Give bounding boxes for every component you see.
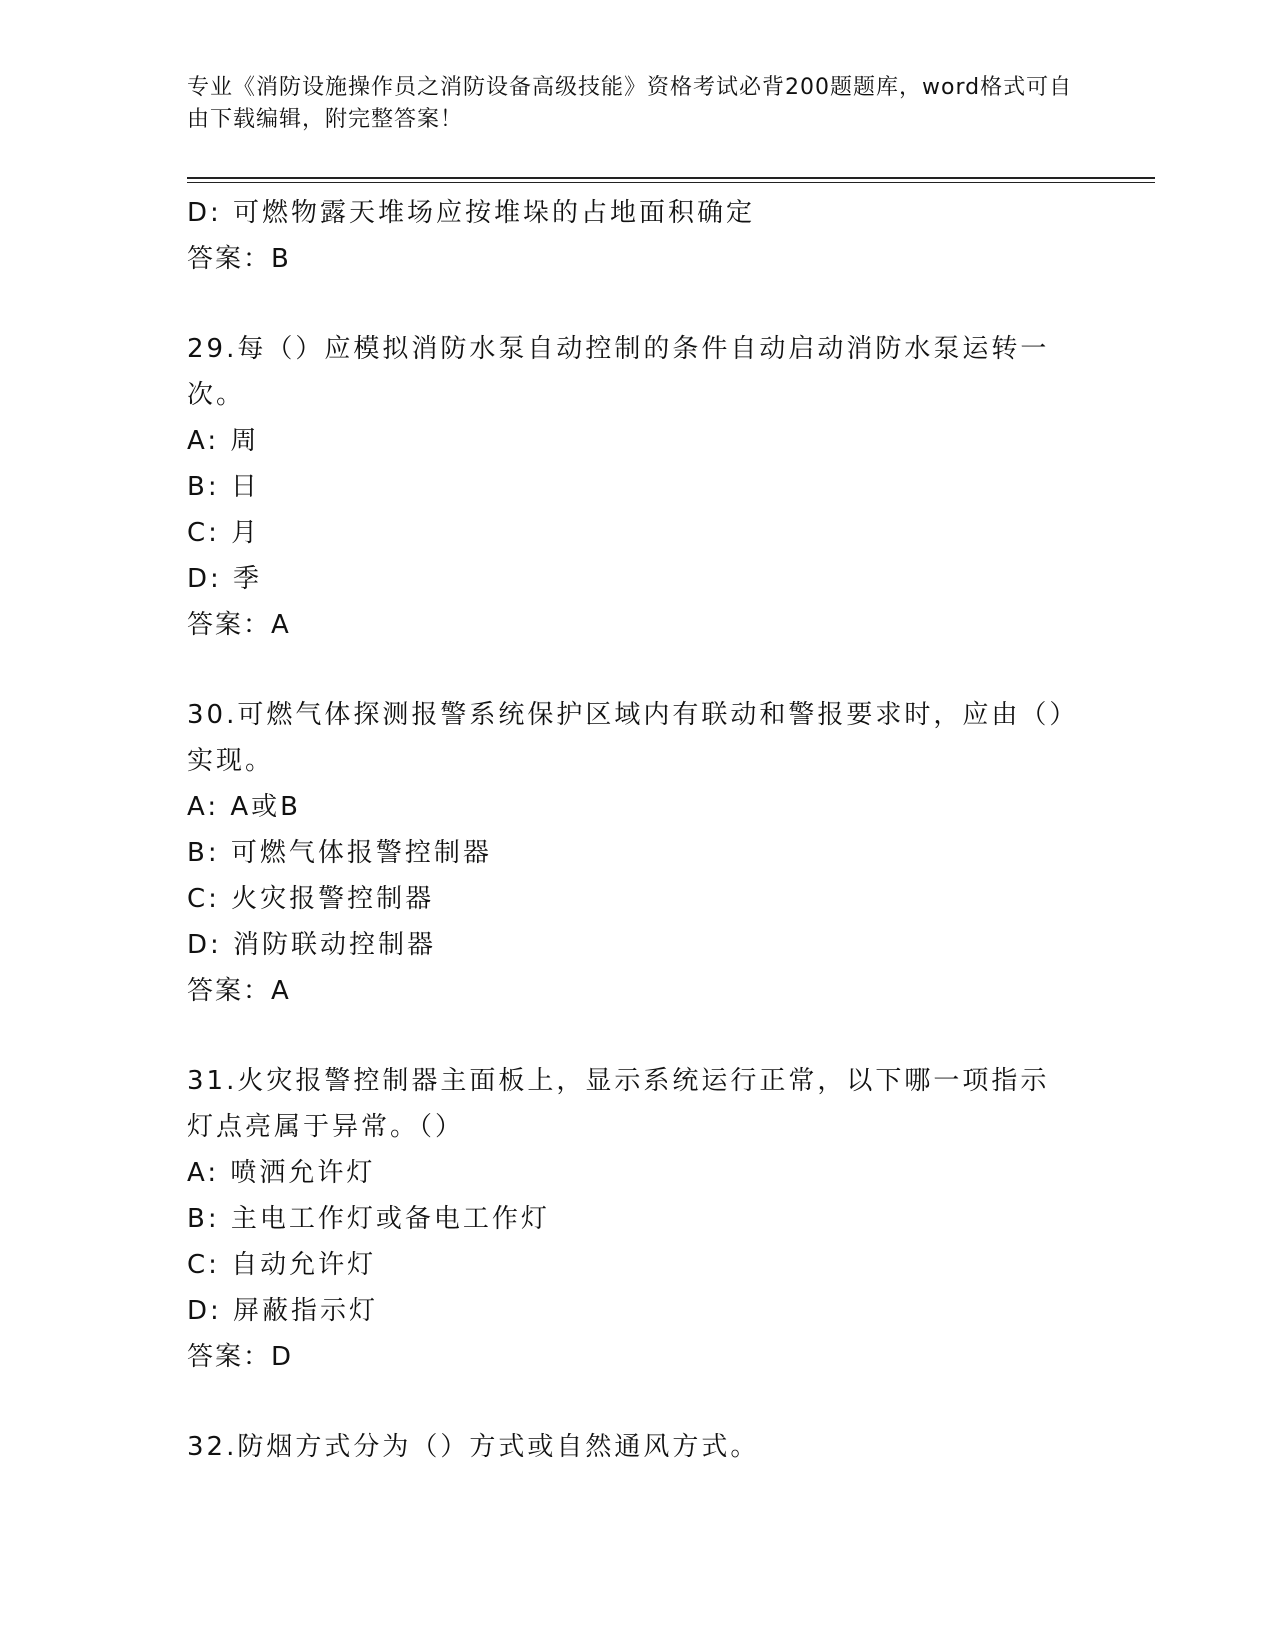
question-29 <box>187 326 1087 648</box>
option-b: B: 可燃气体报警控制器 <box>187 838 492 868</box>
option-c: C: 自动允许灯 <box>187 1250 377 1280</box>
option-c: C: 火灾报警控制器 <box>187 884 435 914</box>
question-30 <box>187 692 1087 1014</box>
option-a: A: 周 <box>187 426 260 456</box>
option-a: A: A或B <box>187 792 301 822</box>
question-31 <box>187 1058 1087 1380</box>
question-text: 32.防烟方式分为（）方式或自然通风方式。 <box>187 1432 760 1462</box>
option-b: B: 主电工作灯或备电工作灯 <box>187 1204 550 1234</box>
document-header: 专业《消防设施操作员之消防设备高级技能》资格考试必背200题题库，word格式可自由下载编辑，附完整答案！ <box>187 75 1073 132</box>
question-content <box>187 190 1087 1470</box>
question-text: 29.每（）应模拟消防水泵自动控制的条件自动启动消防水泵运转一次。 <box>187 334 1050 410</box>
prev-option-d: D: 可燃物露天堆场应按堆垛的占地面积确定 <box>187 198 756 228</box>
question-32 <box>187 1424 1087 1470</box>
header-rule-thin <box>187 182 1155 183</box>
spacer <box>187 1380 1087 1424</box>
option-d: D: 消防联动控制器 <box>187 930 437 960</box>
option-d: D: 屏蔽指示灯 <box>187 1296 379 1326</box>
prev-answer: 答案：B <box>187 244 291 274</box>
answer: 答案：A <box>187 610 291 640</box>
answer: 答案：D <box>187 1342 294 1372</box>
spacer <box>187 1014 1087 1058</box>
question-text: 30.可燃气体探测报警系统保护区域内有联动和警报要求时，应由（）实现。 <box>187 700 1066 776</box>
spacer <box>187 648 1087 692</box>
option-c: C: 月 <box>187 518 261 548</box>
option-d: D: 季 <box>187 564 263 594</box>
answer: 答案：A <box>187 976 291 1006</box>
option-a: A: 喷洒允许灯 <box>187 1158 376 1188</box>
header-rule-thick <box>187 177 1155 179</box>
question-text: 31.火灾报警控制器主面板上，显示系统运行正常，以下哪一项指示灯点亮属于异常。（） <box>187 1066 1050 1142</box>
spacer <box>187 282 1087 326</box>
option-b: B: 日 <box>187 472 260 502</box>
